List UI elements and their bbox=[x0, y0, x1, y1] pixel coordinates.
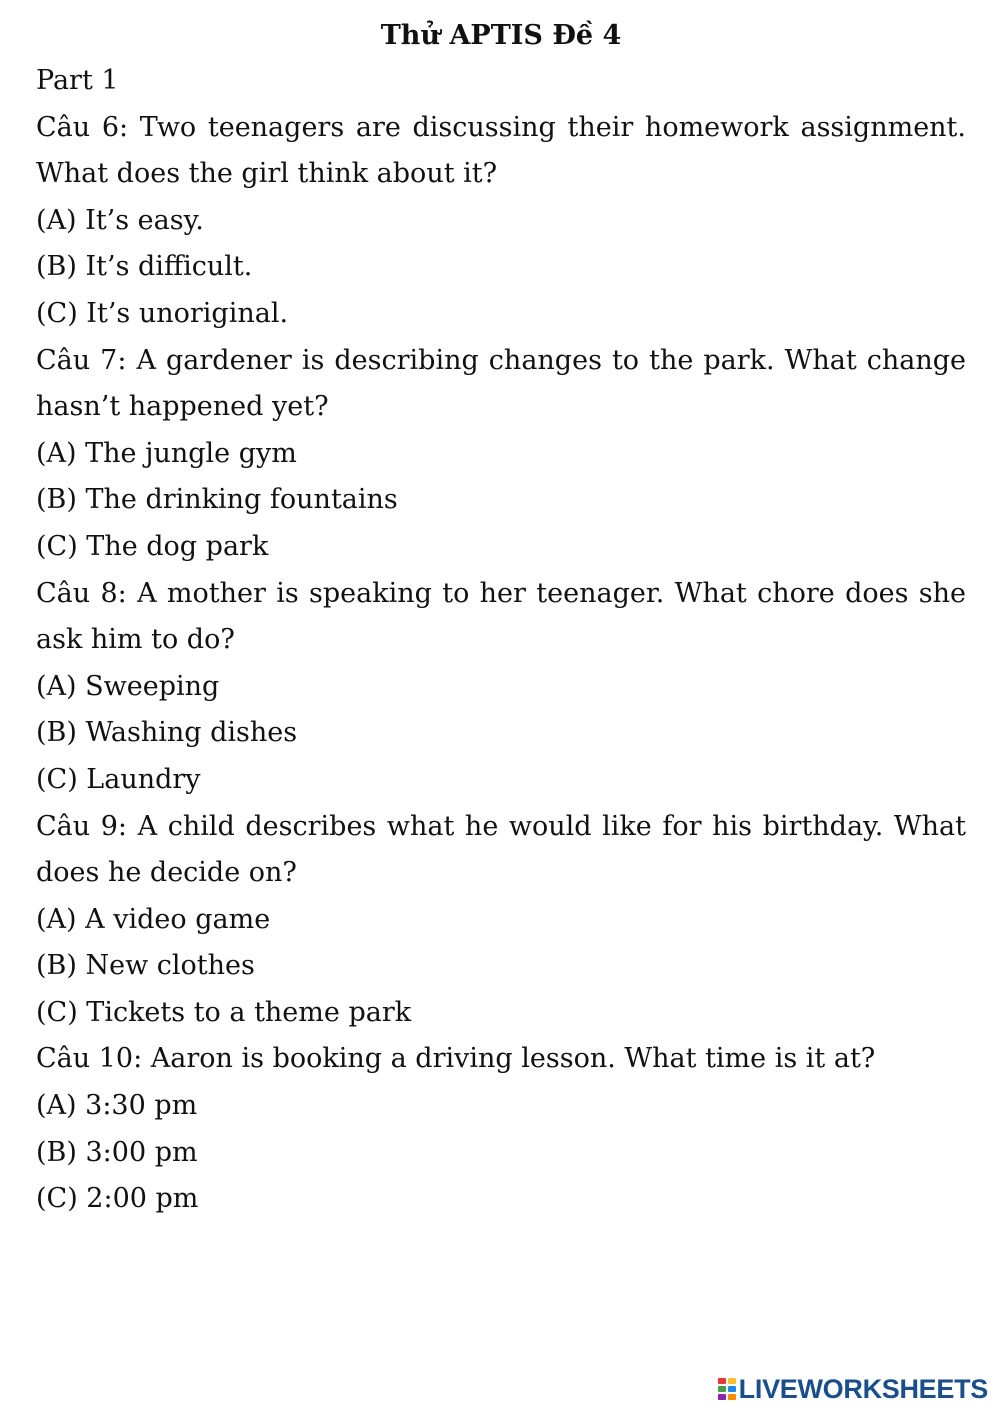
answer-option: (A) 3:30 pm bbox=[36, 1090, 198, 1122]
answer-option: (C) It’s unoriginal. bbox=[36, 297, 289, 329]
worksheet-page bbox=[36, 14, 966, 1223]
answer-option: (C) Tickets to a theme park bbox=[36, 996, 412, 1028]
question-8 bbox=[36, 571, 966, 804]
answer-option: (B) 3:00 pm bbox=[36, 1136, 198, 1168]
question-9 bbox=[36, 804, 966, 1037]
answer-option: (B) The drinking fountains bbox=[36, 484, 398, 516]
brand-name: LIVEWORKSHEETS bbox=[738, 1373, 988, 1404]
question-prompt: Câu 8: A mother is speaking to her teenager. What chore does she ask him to do? bbox=[36, 577, 966, 656]
logo-cell bbox=[718, 1394, 726, 1400]
question-prompt: Câu 6: Two teenagers are discussing their homework assignment. What does the girl think about it? bbox=[36, 111, 966, 190]
answer-option: (A) Sweeping bbox=[36, 670, 220, 702]
logo-cell bbox=[728, 1378, 736, 1384]
question-7 bbox=[36, 338, 966, 571]
question-10 bbox=[36, 1036, 966, 1222]
question-prompt: Câu 7: A gardener is describing changes to the park. What change hasn’t happened yet? bbox=[36, 344, 966, 423]
logo-cell bbox=[728, 1394, 736, 1400]
answer-option: (A) It’s easy. bbox=[36, 204, 204, 236]
logo-cell bbox=[718, 1378, 726, 1384]
question-prompt: Câu 10: Aaron is booking a driving lesson. What time is it at? bbox=[36, 1043, 876, 1075]
answer-option: (C) 2:00 pm bbox=[36, 1183, 199, 1215]
answer-option: (A) The jungle gym bbox=[36, 437, 297, 469]
question-prompt: Câu 9: A child describes what he would like for his birthday. What does he decide on? bbox=[36, 810, 966, 889]
logo-cell bbox=[718, 1386, 726, 1392]
logo-cell bbox=[728, 1386, 736, 1392]
answer-option: (B) It’s difficult. bbox=[36, 251, 253, 283]
answer-option: (B) New clothes bbox=[36, 950, 255, 982]
page-title: Thử APTIS Đề 4 bbox=[380, 20, 622, 51]
answer-option: (B) Washing dishes bbox=[36, 717, 298, 749]
answer-option: (C) The dog park bbox=[36, 530, 269, 562]
question-6 bbox=[36, 105, 966, 338]
liveworksheets-logo-icon bbox=[717, 1377, 737, 1401]
answer-option: (A) A video game bbox=[36, 903, 271, 935]
answer-option: (C) Laundry bbox=[36, 763, 201, 795]
part-heading: Part 1 bbox=[36, 65, 119, 96]
liveworksheets-brand bbox=[717, 1374, 988, 1404]
